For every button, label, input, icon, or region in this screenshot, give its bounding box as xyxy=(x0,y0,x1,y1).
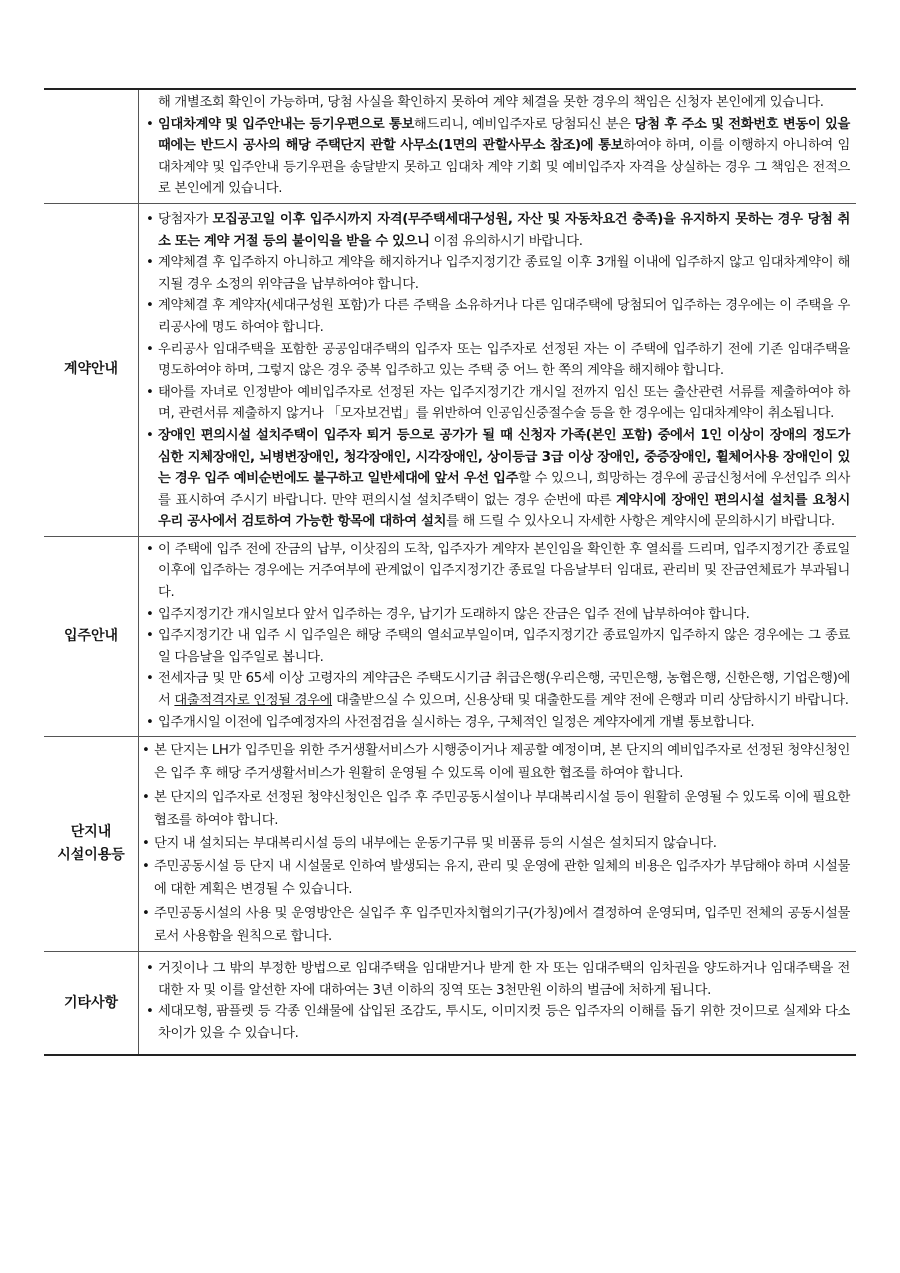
bullet-icon: • xyxy=(146,671,154,687)
text-segment: 하여야 하며, 이를 이행하지 아니하여 임대차계약 및 입주안내 등기우편을 송달받지 못하고 임대차 계약 기회 및 예비입주자 자격을 상실하는 경우 그 책임은 전적으로 본인에게 있습니다. xyxy=(158,138,850,197)
bullet-icon: • xyxy=(146,606,154,622)
text-segment: 세대모형, 팜플렛 등 각종 인쇄물에 삽입된 조감도, 투시도, 이미지컷 등은 입주자의 이해를 돕기 위한 것이므로 실제와 다소 차이가 있을 수 있습니다. xyxy=(158,1004,850,1041)
bullet-icon: • xyxy=(142,836,150,852)
text-segment: 를 해 드릴 수 있사오니 자세한 사항은 계약시에 문의하시기 바랍니다. xyxy=(446,514,835,530)
bullet-icon: • xyxy=(146,427,154,443)
text-segment: 해 개별조회 확인이 가능하며, 당첨 사실을 확인하지 못하여 계약 체결을 못한 경우의 책임은 신청자 본인에게 있습니다. xyxy=(158,95,824,110)
list-item xyxy=(145,209,850,252)
row-label xyxy=(44,89,139,203)
text-segment: 이 주택에 입주 전에 잔금의 납부, 이삿짐의 도착, 입주자가 계약자 본인임을 확인한 후 열쇠를 드리며, 입주지정기간 종료일 이후에 입주하는 경우에는 거주여부에 관계없이 입주지정기간 종료일 다음날부터 임대료, 관리비 및 잔금연체료가 부과됩니다. xyxy=(158,541,850,601)
list-item xyxy=(145,604,850,626)
bullet-icon: • xyxy=(146,341,154,357)
table-row xyxy=(44,536,856,736)
text-segment: 당첨자가 xyxy=(158,211,213,227)
list-item xyxy=(145,958,850,1001)
text-segment: 모집공고일 이후 입주시까지 자격(무주택세대구성원, 자산 및 자동차요건 충족)을 유지하지 못하는 경우 당첨 취소 또는 계약 거절 등의 불이익을 받을 수 있으니 xyxy=(158,211,850,249)
list-item xyxy=(145,625,850,668)
text-segment: 본 단지의 입주자로 선정된 청약신청인은 입주 후 주민공동시설이나 부대복리시설 등이 원활히 운영될 수 있도록 이에 필요한 협조를 하여야 합니다. xyxy=(154,789,850,828)
text-segment: 입주지정기간 개시일보다 앞서 입주하는 경우, 납기가 도래하지 않은 잔금은 입주 전에 납부하여야 합니다. xyxy=(158,606,750,622)
list-item xyxy=(141,855,850,901)
bullet-icon: • xyxy=(146,628,154,644)
text-segment: 해드리니, 예비입주자로 당첨되신 분은 xyxy=(413,116,635,132)
list-item xyxy=(145,382,850,425)
list-item xyxy=(145,539,850,604)
bullet-icon: • xyxy=(142,789,150,805)
row-label: 기타사항 xyxy=(44,952,139,1056)
list-item xyxy=(141,832,850,855)
row-label: 입주안내 xyxy=(44,536,139,736)
text-segment: 입주개시일 이전에 입주예정자의 사전점검을 실시하는 경우, 구체적인 일정은 계약자에게 개별 통보합니다. xyxy=(158,714,755,730)
row-content xyxy=(139,203,857,536)
bullet-icon: • xyxy=(146,384,154,400)
bullet-icon: • xyxy=(146,116,154,132)
text-segment: 대출적격자로 인정될 경우에 xyxy=(174,693,333,709)
text-segment: 이점 유의하시기 바랍니다. xyxy=(429,233,583,249)
text-segment: 계약체결 후 계약자(세대구성원 포함)가 다른 주택을 소유하거나 다른 임대주택에 당첨되어 입주하는 경우에는 이 주택을 우리공사에 명도 하여야 합니다. xyxy=(158,298,850,335)
text-segment: 계약시에 장애인 편의시설 설치를 요청시 우리 공사에서 검토하여 가능한 항목에 대하여 설치 xyxy=(158,492,850,530)
list-item xyxy=(141,786,850,832)
table-row xyxy=(44,89,856,203)
list-item xyxy=(145,668,850,711)
bullet-icon: • xyxy=(146,714,154,730)
list-item xyxy=(141,739,850,785)
row-content xyxy=(139,89,857,203)
text-segment: 대출받으실 수 있으며, 신용상태 및 대출한도를 계약 전에 은행과 미리 상담하시기 바랍니다. xyxy=(332,693,849,709)
bullet-icon: • xyxy=(146,961,154,977)
bullet-icon: • xyxy=(146,298,154,314)
text-segment: 단지 내 설치되는 부대복리시설 등의 내부에는 운동기구류 및 비품류 등의 시설은 설치되지 않습니다. xyxy=(154,836,717,852)
list-item xyxy=(145,114,850,200)
row-content xyxy=(139,952,857,1056)
text-segment: 당첨 후 주소 및 전화번호 변동이 있을 때에는 반드시 공사의 해당 주택단지 관할 사무소(1면의 관할사무소 참조)에 통보 xyxy=(158,116,850,154)
list-item xyxy=(145,712,850,734)
text-segment: 장애인 편의시설 설치주택이 입주자 퇴거 등으로 공가가 될 때 신청자 가족(본인 포함) 중에서 1인 이상이 장애의 정도가 심한 지체장애인, 뇌병변장애인, 청각장애인, 시각장애인, 상이등급 3급 이상 장애인, 중증장애인, 휠체어사용 장애인이 있는 경우 입주 예비순번에도 불구하고 일반세대에 앞서 우선 입주 xyxy=(158,427,850,487)
list-item xyxy=(141,902,850,948)
list-item xyxy=(145,252,850,295)
row-label: 단지내 시설이용등 xyxy=(44,737,139,952)
bullet-icon: • xyxy=(146,541,154,557)
bullet-icon: • xyxy=(146,211,154,227)
text-segment: 태아를 자녀로 인정받아 예비입주자로 선정된 자는 입주지정기간 개시일 전까지 임신 또는 출산관련 서류를 제출하여야 하며, 관련서류 제출하지 않거나 「모자보건법」를 위반하여 인공임신중절수술 등을 한 경우에는 임대차계약이 취소됩니다. xyxy=(158,384,850,422)
bullet-icon: • xyxy=(142,859,150,875)
bullet-icon: • xyxy=(142,905,150,921)
text-segment: 주민공동시설의 사용 및 운영방안은 실입주 후 입주민자치협의기구(가칭)에서 결정하여 운영되며, 입주민 전체의 공동시설물로서 사용함을 원칙으로 합니다. xyxy=(154,905,850,944)
list-item xyxy=(145,295,850,338)
list-item xyxy=(145,339,850,382)
list-item xyxy=(145,1001,850,1044)
table-row xyxy=(44,952,856,1056)
text-segment: 임대차계약 및 입주안내는 등기우편으로 통보 xyxy=(158,116,414,132)
notice-table xyxy=(44,88,856,1056)
bullet-icon: • xyxy=(146,1004,154,1020)
row-content xyxy=(139,536,857,736)
row-content xyxy=(139,737,857,952)
text-segment: 전세자금 및 만 65세 이상 고령자의 계약금은 주택도시기금 취급은행(우리은행, 국민은행, 농협은행, 신한은행, 기업은행)에서 xyxy=(158,671,850,709)
text-segment: 할 수 있으니, 희망하는 경우에 공급신청서에 우선입주 의사를 표시하여 주시기 바랍니다. 만약 편의시설 설치주택이 없는 경우 순번에 따른 xyxy=(158,471,850,508)
text-segment: 본 단지는 LH가 입주민을 위한 주거생활서비스가 시행중이거나 제공할 예정이며, 본 단지의 예비입주자로 선정된 청약신청인은 입주 후 해당 주거생활서비스가 원활히 운영될 수 있도록 이에 필요한 협조를 하여야 합니다. xyxy=(154,743,850,782)
text-segment: 입주지정기간 내 입주 시 입주일은 해당 주택의 열쇠교부일이며, 입주지정기간 종료일까지 입주하지 않은 경우에는 그 종료일 다음날을 입주일로 봅니다. xyxy=(158,628,850,665)
text-segment: 주민공동시설 등 단지 내 시설물로 인하여 발생되는 유지, 관리 및 운영에 관한 일체의 비용은 입주자가 부담해야 하며 시설물에 대한 계획은 변경될 수 있습니다. xyxy=(154,859,850,898)
list-item xyxy=(145,425,850,533)
bullet-icon: • xyxy=(142,743,150,759)
text-segment: 우리공사 임대주택을 포함한 공공임대주택의 입주자 또는 입주자로 선정된 자는 이 주택에 입주하기 전에 기존 임대주택을 명도하여야 하며, 그렇지 않은 경우 중복 입주하고 있는 주택 중 어느 한 쪽의 계약을 해지해야 합니다. xyxy=(158,341,850,379)
list-item xyxy=(145,92,850,114)
table-row xyxy=(44,737,856,952)
bullet-icon: • xyxy=(146,255,154,271)
table-row xyxy=(44,203,856,536)
row-label: 계약안내 xyxy=(44,203,139,536)
text-segment: 계약체결 후 입주하지 아니하고 계약을 해지하거나 입주지정기간 종료일 이후 3개월 이내에 입주하지 않고 임대차계약이 해지될 경우 소정의 위약금을 납부하여야 합니다. xyxy=(158,255,850,292)
text-segment: 거짓이나 그 밖의 부정한 방법으로 임대주택을 임대받거나 받게 한 자 또는 임대주택의 임차권을 양도하거나 임대주택을 전대한 자 및 이를 알선한 자에 대하여는 3년 이하의 징역 또는 3천만원 이하의 벌금에 처하게 됩니다. xyxy=(158,961,850,998)
